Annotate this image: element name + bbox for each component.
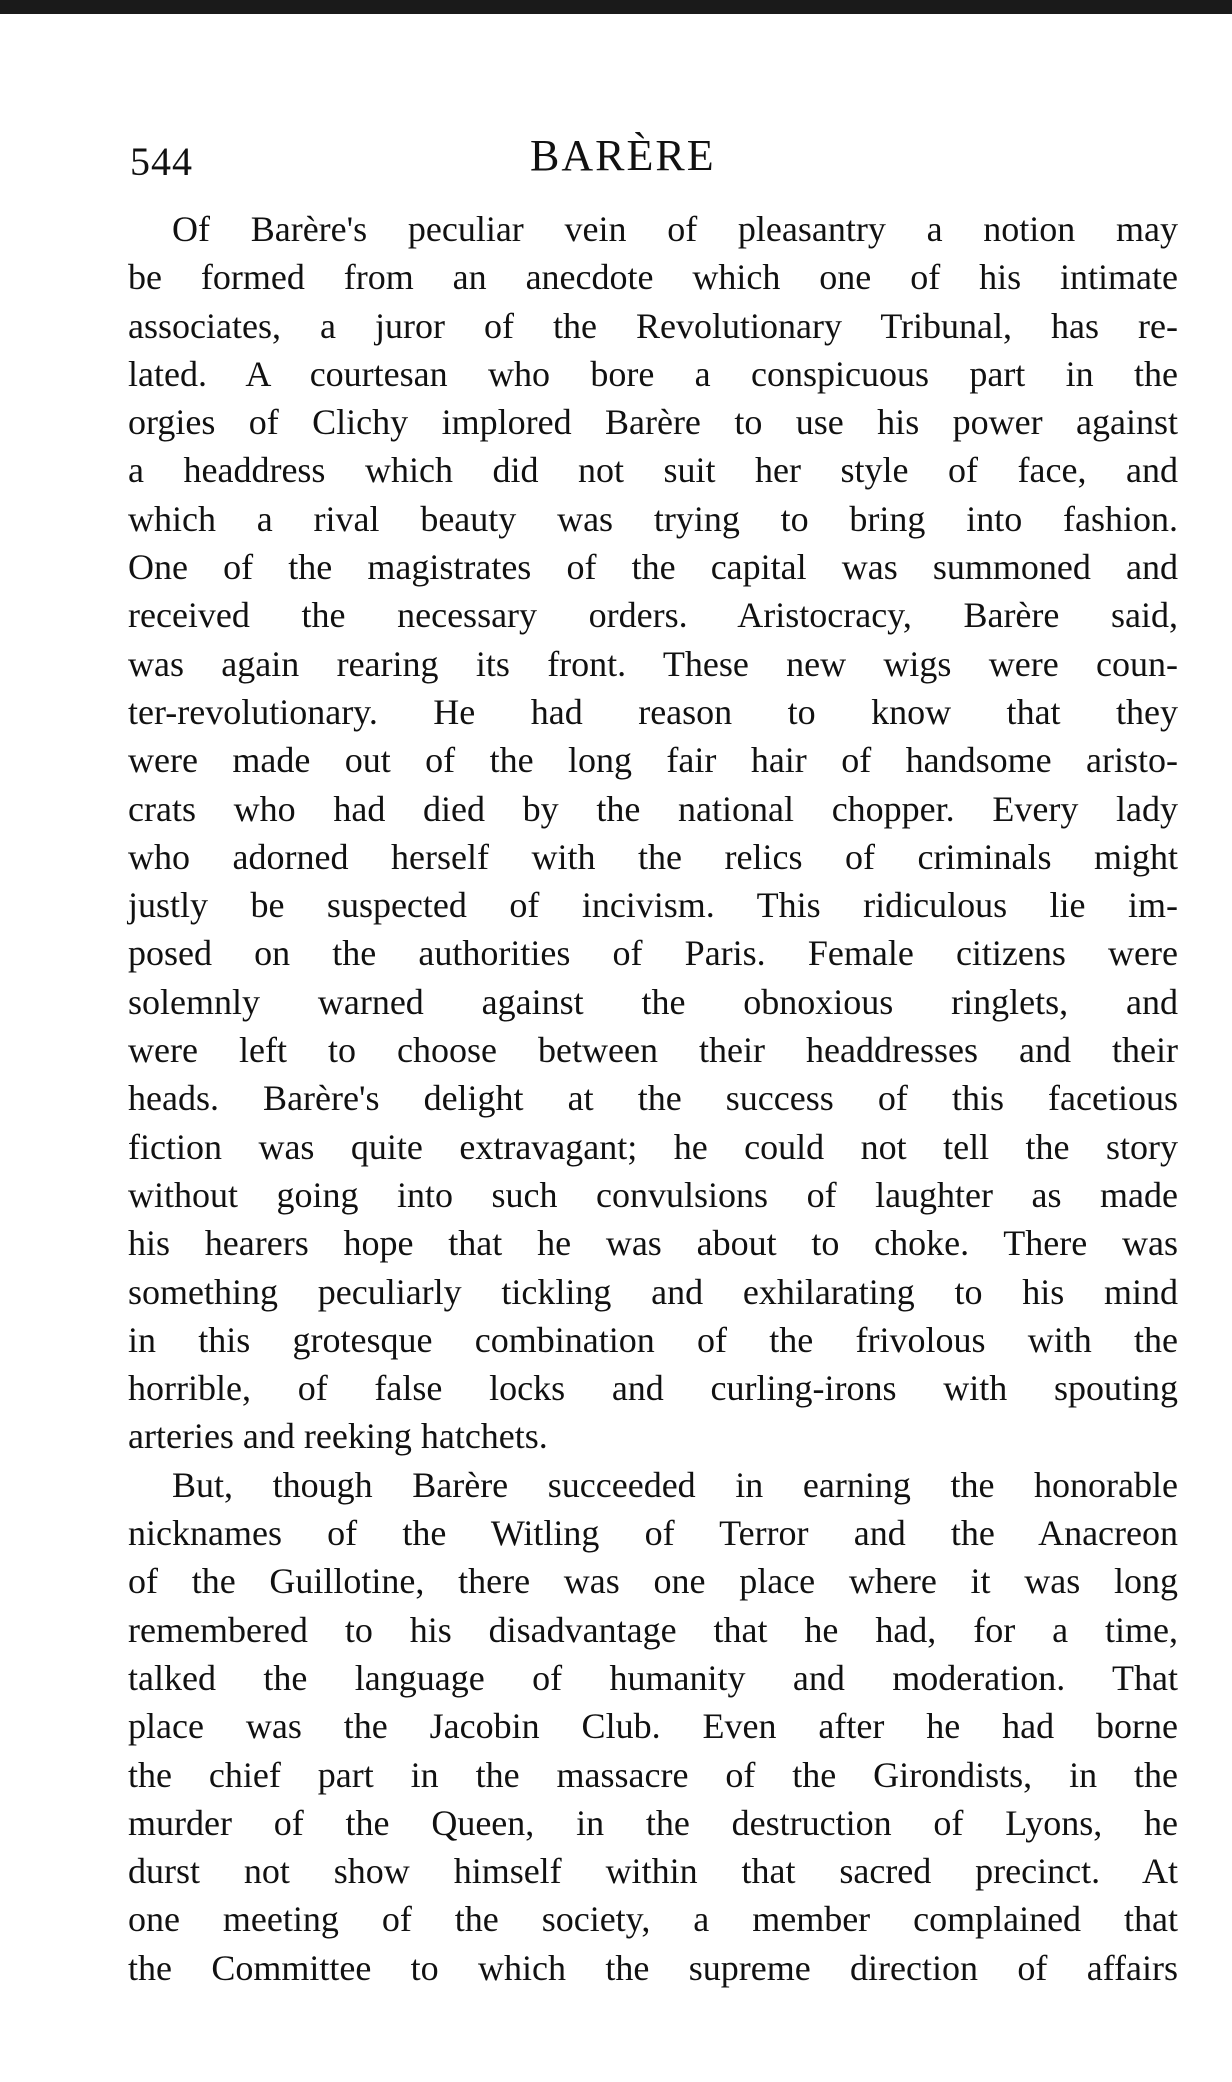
text-line: in this grotesque combination of the frivolous with the [128,1319,1178,1360]
text-line: horrible, of false locks and curling-irons with spouting [128,1368,1178,1409]
text-line: something peculiarly tickling and exhilarating to his mind [128,1271,1178,1312]
text-line: solemnly warned against the obnoxious ringlets, and [128,981,1178,1022]
text-line: associates, a juror of the Revolutionary Tribunal, has re- [128,305,1178,346]
text-line: the chief part in the massacre of the Girondists, in the [128,1754,1178,1795]
text-line: place was the Jacobin Club. Even after he had borne [128,1706,1178,1747]
text-line: lated. A courtesan who bore a conspicuous part in the [128,353,1178,394]
paragraph-2 [128,1461,1178,1992]
text-line: Of Barère's peculiar vein of pleasantry a notion may [172,209,1178,249]
text-line: One of the magistrates of the capital was summoned and [128,547,1178,588]
text-line: without going into such convulsions of laughter as made [128,1174,1178,1215]
text-line: his hearers hope that he was about to choke. There was [128,1223,1178,1264]
text-line: were made out of the long fair hair of handsome aristo- [128,740,1178,781]
text-line: But, though Barère succeeded in earning the honorable [172,1464,1178,1505]
text-line: which a rival beauty was trying to bring into fashion. [128,498,1178,539]
text-line: crats who had died by the national chopper. Every lady [128,788,1178,829]
text-line: one meeting of the society, a member complained that [128,1899,1178,1940]
text-line: murder of the Queen, in the destruction of Lyons, he [128,1802,1178,1843]
text-line: arteries and reeking hatchets. [128,1416,548,1457]
page-number: 544 [130,139,193,184]
text-line: was again rearing its front. These new wigs were coun- [128,643,1178,684]
text-line: received the necessary orders. Aristocracy, Barère said, [128,595,1178,636]
text-line: of the Guillotine, there was one place where it was long [128,1561,1178,1602]
text-line: be formed from an anecdote which one of his intimate [128,257,1178,298]
text-line: a headdress which did not suit her style of face, and [128,450,1178,491]
text-line: who adorned herself with the relics of criminals might [128,836,1178,877]
text-line: ter-revolutionary. He had reason to know that they [128,691,1178,732]
text-line: durst not show himself within that sacred precinct. At [128,1851,1178,1892]
body-text [128,205,1178,1992]
running-head: BARÈRE [530,131,716,180]
text-line: the Committee to which the supreme direction of affairs [128,1947,1178,1988]
text-line: posed on the authorities of Paris. Female citizens were [128,933,1178,974]
text-line: fiction was quite extravagant; he could not tell the story [128,1126,1178,1167]
text-line: orgies of Clichy implored Barère to use his power against [128,402,1178,443]
text-line: talked the language of humanity and moderation. That [128,1657,1178,1698]
page-header [130,130,1180,190]
text-line: justly be suspected of incivism. This ridiculous lie im- [128,885,1178,926]
text-line: heads. Barère's delight at the success of this facetious [128,1078,1178,1119]
paragraph-1 [128,205,1178,1461]
text-line: were left to choose between their headdresses and their [128,1030,1178,1071]
text-line: nicknames of the Witling of Terror and the Anacreon [128,1513,1178,1554]
top-border-rule [0,0,1232,14]
text-line: remembered to his disadvantage that he had, for a time, [128,1609,1178,1650]
